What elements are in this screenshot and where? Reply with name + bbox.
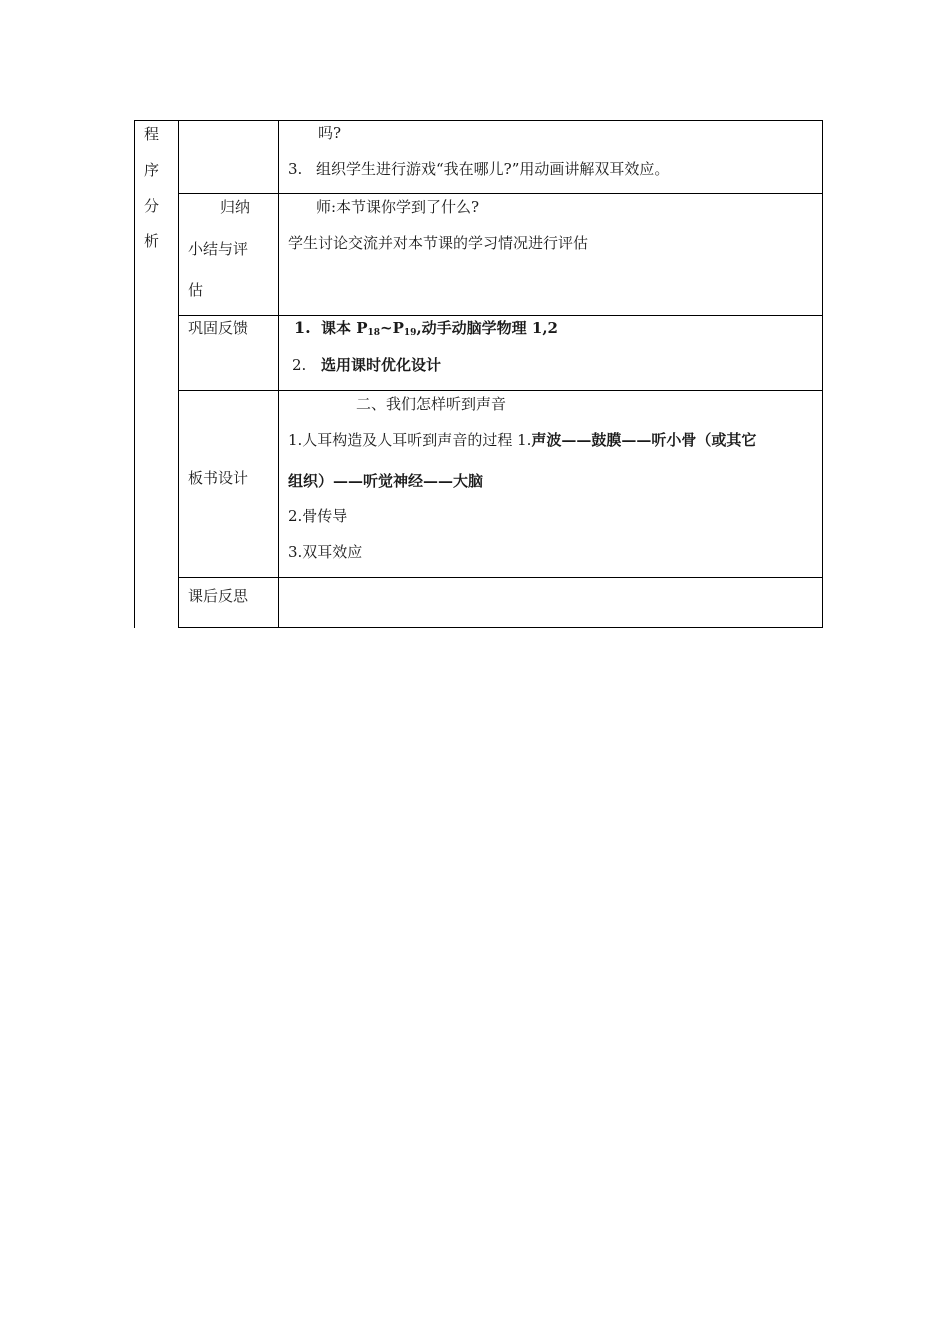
row-divider-3	[178, 390, 823, 391]
row2-label-line1: 归纳	[220, 198, 251, 216]
content-column-border	[278, 120, 279, 628]
row3-item1-number: 1.	[294, 318, 311, 337]
side-label-char-3: 分	[144, 197, 160, 215]
side-label-char-2: 序	[144, 161, 160, 179]
row2-line2: 学生讨论交流并对本节课的学习情况进行评估	[288, 234, 589, 252]
label-column-border	[178, 120, 179, 628]
row-divider-4	[178, 577, 823, 578]
row2-label-line3: 估	[188, 281, 204, 299]
row4-line4: 3.双耳效应	[288, 543, 363, 561]
row4-line1: 1.人耳构造及人耳听到声音的过程 1.声波——鼓膜——听小骨（或其它	[288, 431, 757, 449]
row3-item1: 课本 $P_{18}\sim P_{19}$,动手动脑学物理 1,2	[321, 319, 558, 338]
row2-line1: 师:本节课你学到了什么?	[316, 198, 480, 216]
row3-item2-text: 选用课时优化设计	[321, 356, 442, 374]
table-bottom-border	[178, 627, 823, 628]
side-label-char-4: 析	[144, 232, 160, 250]
row3-label: 巩固反馈	[188, 319, 249, 337]
row2-label-line2: 小结与评	[188, 240, 249, 258]
row-divider-1	[178, 193, 823, 194]
side-label-char-1: 程	[144, 125, 160, 143]
table-top-border	[134, 120, 823, 121]
row4-label: 板书设计	[188, 469, 249, 487]
row4-line2: 组织）——听觉神经——大脑	[288, 472, 484, 490]
row1-line2-number: 3.	[288, 160, 303, 178]
table-right-border	[822, 120, 823, 628]
row1-line1: 吗?	[318, 124, 342, 142]
table-left-border	[134, 120, 135, 628]
row4-line3: 2.骨传导	[288, 507, 348, 525]
row3-item2-number: 2.	[292, 356, 307, 374]
row4-title: 二、我们怎样听到声音	[356, 395, 507, 413]
row1-line2-text: 组织学生进行游戏“我在哪儿?”用动画讲解双耳效应。	[316, 160, 670, 178]
row-divider-2	[178, 315, 823, 316]
row5-label: 课后反思	[188, 587, 249, 605]
